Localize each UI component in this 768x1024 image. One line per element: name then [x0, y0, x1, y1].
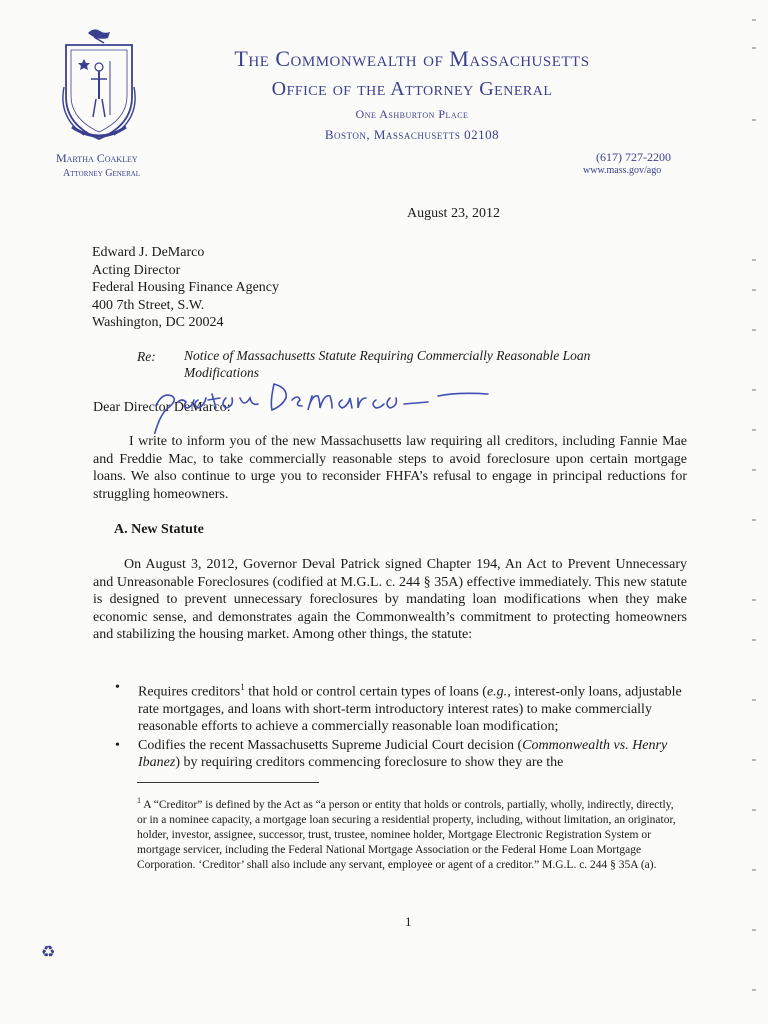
state-seal-icon — [58, 27, 140, 147]
bullet-marker: • — [115, 737, 120, 753]
footnote-divider — [137, 782, 319, 783]
recipient-city: Washington, DC 20024 — [92, 315, 224, 330]
handwritten-signature-icon — [136, 372, 496, 434]
recipient-street: 400 7th Street, S.W. — [92, 297, 205, 313]
page-number: 1 — [405, 914, 412, 929]
footnote — [137, 793, 682, 873]
footnote-marker: 1 — [137, 796, 141, 805]
letterhead-title: The Commonwealth of Massachusetts — [234, 46, 590, 71]
recipient-address — [92, 244, 279, 332]
subject-line: Notice of Massachusetts Statute Requiring Commercially Reasonable Loan Modifications — [184, 348, 591, 380]
section-heading: A. New Statute — [114, 522, 204, 537]
letterhead-office: Office of the Attorney General — [271, 78, 553, 100]
bullet-marker: • — [115, 680, 120, 695]
recipient-title: Acting Director — [92, 262, 181, 278]
letterhead-address-line1: One Ashburton Place — [355, 107, 469, 121]
scan-edge-marks — [744, 0, 764, 1024]
statute-paragraph: On August 3, 2012, Governor Deval Patrick signed Chapter 194, An Act to Prevent Unnecessary and Unreasonable Foreclosures (codified at M.G.L. c. 244 § 35A) effective immediately. This new statute is designed to prevent unnecessary foreclosures by mandating loan modifications when they make economic sense, and demonstrates again the Commonwealth’s commitment to protecting homeowners and stabilizing the housing market. Among other things, the statute: — [93, 557, 687, 642]
attorney-general-name: Martha Coakley — [56, 151, 138, 165]
case-citation: Commonwealth vs. Henry Ibanez — [138, 737, 668, 770]
footnote-text: A “Creditor” is defined by the Act as “a person or entity that holds or controls, partially, wholly, indirectly, directly, or in a nominee capacity, a mortgage loan securing a residential property, including, without limitation, an originator, holder, investor, assignee, successor, trust, trustee, nominee holder, Mortgage Electronic Registration System or mortgage servicer, including the Federal National Mortgage Association or the Federal Home Loan Mortgage Corporation. ‘Creditor’ shall also include any servant, employee or agent of a creditor.” M.G.L. c. 244 § 35A (a). — [137, 798, 676, 871]
subject-label: Re: — [137, 349, 156, 364]
intro-paragraph: I write to inform you of the new Massachusetts law requiring all creditors, including Fannie Mae and Freddie Mac, to take commercially reasonable steps to avoid foreclosure upon certain mortgage loans. We also continue to urge you to reconsider FHFA’s refusal to engage in principal reductions for struggling homeowners. — [93, 434, 687, 502]
list-item: • Codifies the recent Massachusetts Supreme Judicial Court decision (Commonwealth vs. Henry Ibanez) by requiring creditors commencing foreclosure to show they are the — [115, 737, 668, 770]
attorney-general-title: Attorney General — [63, 168, 141, 179]
recipient-agency: Federal Housing Finance Agency — [92, 280, 280, 295]
statute-bullet-list — [93, 679, 687, 772]
office-phone: (617) 727-2200 — [596, 150, 671, 164]
list-item: • Requires creditors$^1$ that hold or control certain types of loans (e.g., interest-only loans, adjustable rate mortgages, and loans with short-term introductory interest rates) to make commercially reasonable efforts to achieve a commercially reasonable loan modification; — [115, 680, 682, 735]
footnote-reference: 1 — [240, 682, 245, 692]
office-website: www.mass.gov/ago — [583, 165, 662, 176]
recipient-name: Edward J. DeMarco — [92, 245, 205, 260]
recycle-icon: ♻ — [41, 944, 56, 961]
salutation: Dear Director DeMarco: — [93, 400, 231, 415]
letter-date: August 23, 2012 — [407, 206, 500, 221]
letterhead-address-line2: Boston, Massachusetts 02108 — [324, 127, 500, 142]
